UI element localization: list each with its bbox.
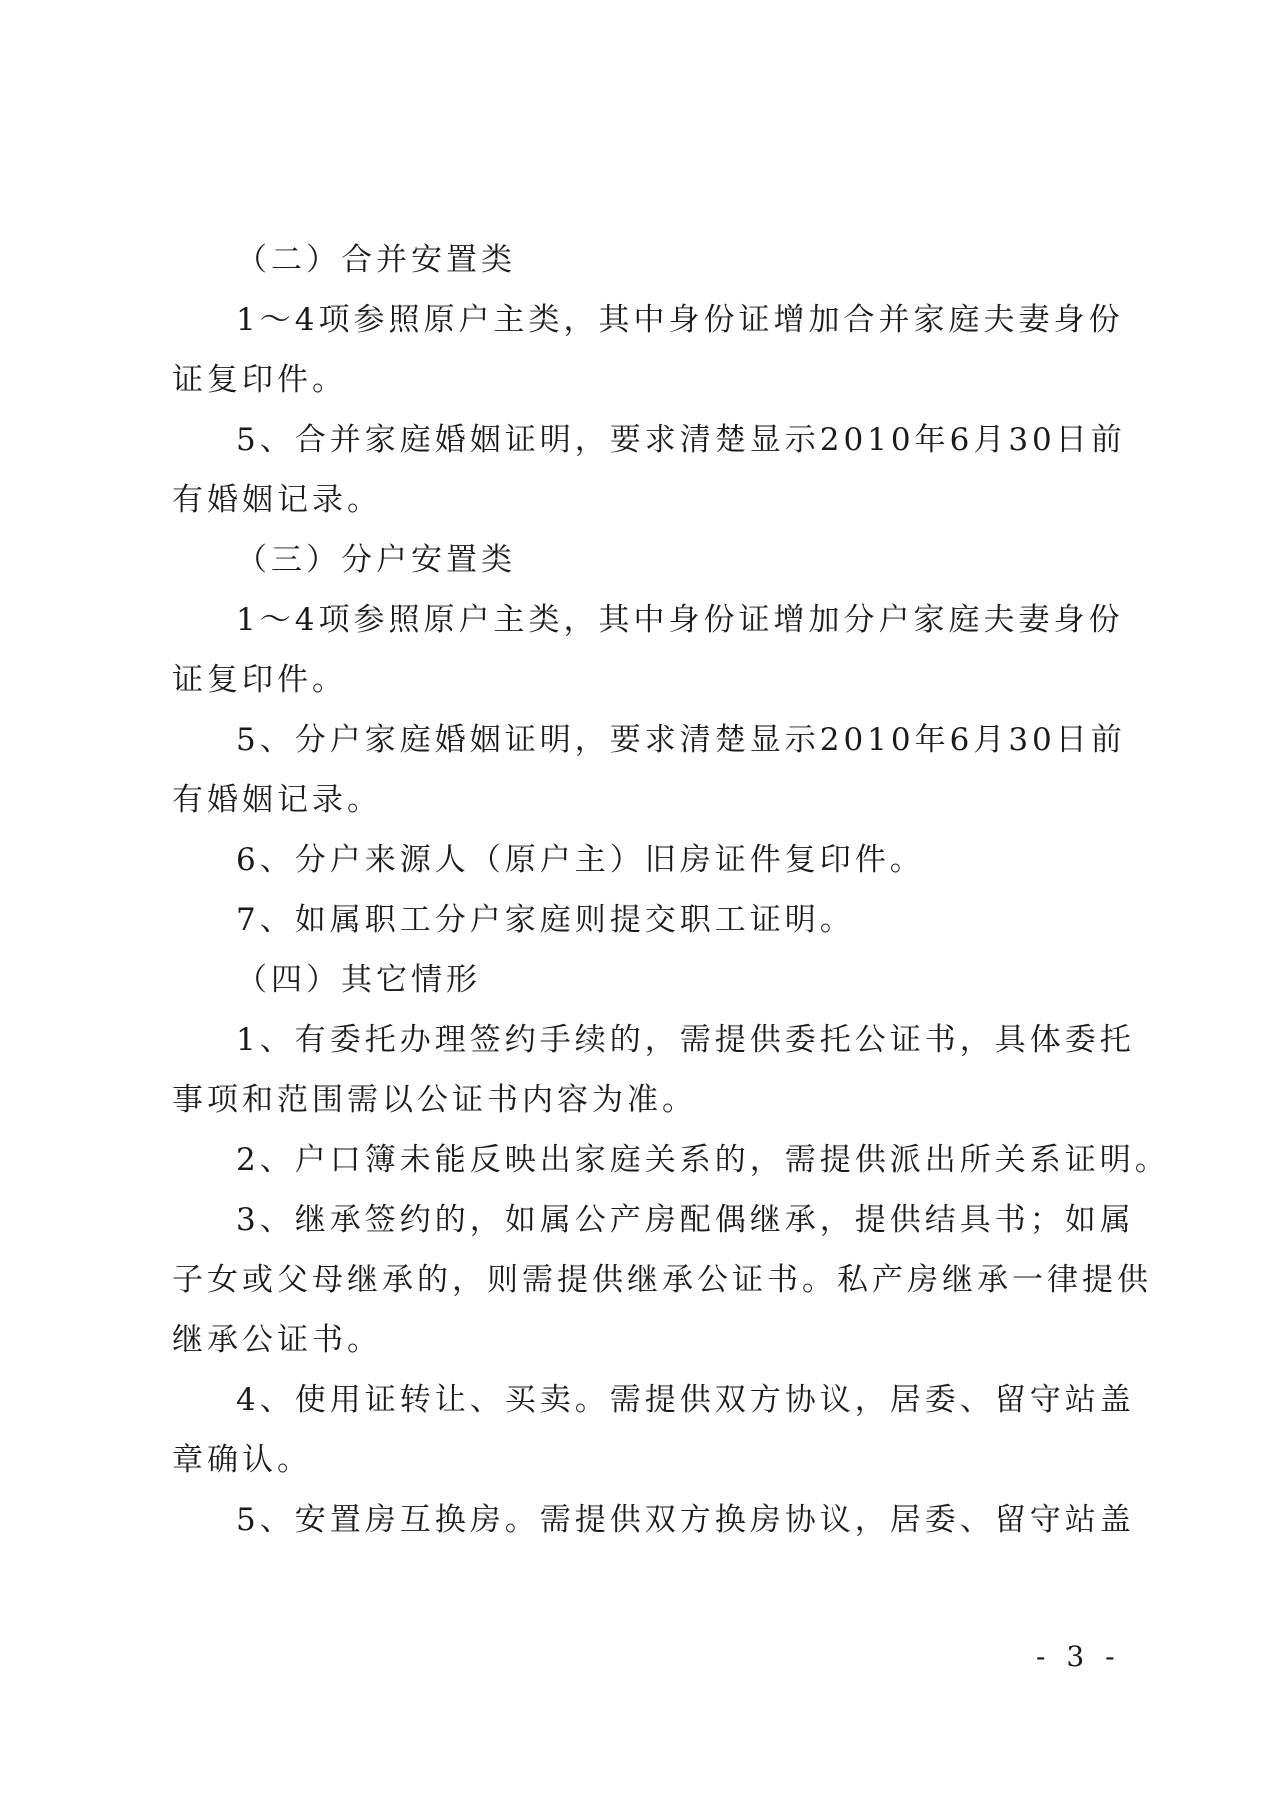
paragraph-line: 5、合并家庭婚姻证明，要求清楚显示2010年6月30日前 <box>236 422 1126 458</box>
paragraph-line: 章确认。 <box>172 1442 312 1478</box>
paragraph-line: 证复印件。 <box>172 662 347 698</box>
paragraph-line: 6、分户来源人（原户主）旧房证件复印件。 <box>236 842 925 878</box>
paragraph-line: 1、有委托办理签约手续的，需提供委托公证书，具体委托 <box>236 1022 1135 1058</box>
section-heading-split: （三）分户安置类 <box>236 542 516 578</box>
paragraph-line: 2、户口簿未能反映出家庭关系的，需提供派出所关系证明。 <box>236 1142 1170 1178</box>
paragraph-line: 1～4项参照原户主类，其中身份证增加分户家庭夫妻身份 <box>236 602 1124 638</box>
paragraph-line: 4、使用证转让、买卖。需提供双方协议，居委、留守站盖 <box>236 1382 1135 1418</box>
page-number: - 3 - <box>1036 1640 1121 1673</box>
document-body <box>172 230 1170 1550</box>
paragraph-line: 事项和范围需以公证书内容为准。 <box>172 1082 697 1118</box>
paragraph-line: 有婚姻记录。 <box>172 482 382 518</box>
paragraph-line: 5、安置房互换房。需提供双方换房协议，居委、留守站盖 <box>236 1502 1135 1538</box>
paragraph-line: 有婚姻记录。 <box>172 782 382 818</box>
section-heading-other: （四）其它情形 <box>236 962 481 998</box>
section-heading-merge: （二）合并安置类 <box>236 242 516 278</box>
paragraph-line: 1～4项参照原户主类，其中身份证增加合并家庭夫妻身份 <box>236 302 1124 338</box>
paragraph-line: 子女或父母继承的，则需提供继承公证书。私产房继承一律提供 <box>172 1262 1152 1298</box>
paragraph-line: 证复印件。 <box>172 362 347 398</box>
paragraph-line: 7、如属职工分户家庭则提交职工证明。 <box>236 902 855 938</box>
paragraph-line: 3、继承签约的，如属公产房配偶继承，提供结具书；如属 <box>236 1202 1135 1238</box>
paragraph-line: 5、分户家庭婚姻证明，要求清楚显示2010年6月30日前 <box>236 722 1126 758</box>
paragraph-line: 继承公证书。 <box>172 1322 382 1358</box>
